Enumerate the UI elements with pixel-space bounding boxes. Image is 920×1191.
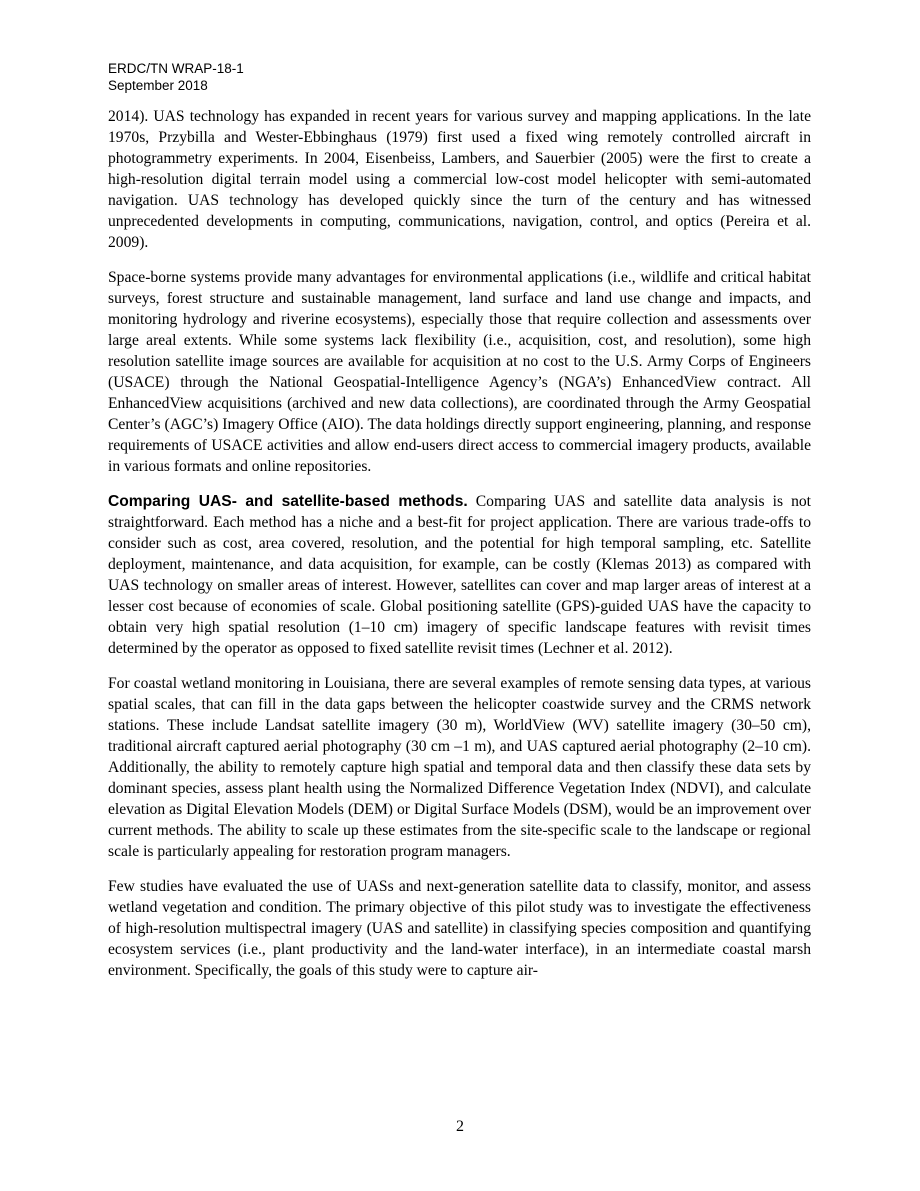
paragraph-coastal-wetland: For coastal wetland monitoring in Louisiana, there are several examples of remote sensing data types, at various spatial scales, that can fill in the data gaps between the helicopter coastwide survey and the CRMS network stations. These include Landsat satellite imagery (30 m), WorldView (WV) satellite imagery (30–50 cm), traditional aircraft captured aerial photography (30 cm –1 m), and UAS captured aerial photography (2–10 cm). Additionally, the ability to remotely capture high spatial and temporal data and then classify these data sets by dominant species, assess plant health using the Normalized Difference Vegetation Index (NDVI), and calculate elevation as Digital Elevation Models (DEM) or Digital Surface Models (DSM), would be an improvement over current methods. The ability to scale up these estimates from the site-specific scale to the landscape or regional scale is particularly appealing for restoration program managers.: [108, 675, 811, 860]
page-number: 2: [456, 1118, 464, 1135]
paragraph-space-borne-systems: Space-borne systems provide many advantages for environmental applications (i.e., wildlife and critical habitat surveys, forest structure and sustainable management, land surface and land use change and impacts, and monitoring hydrology and riverine ecosystems), especially those that require collection and assessments over large areal extents. While some systems lack flexibility (i.e., acquisition, cost, and resolution), some high resolution satellite image sources are available for acquisition at no cost to the U.S. Army Corps of Engineers (USACE) through the National Geospatial-Intelligence Agency’s (NGA’s) EnhancedView contract. All EnhancedView acquisitions (archived and new data collections), are coordinated through the Army Geospatial Center’s (AGC’s) Imagery Office (AIO). The data holdings directly support engineering, planning, and response requirements of USACE activities and allow end-users direct access to commercial imagery products, available in various formats and online repositories.: [108, 269, 811, 475]
paragraph-objectives: Few studies have evaluated the use of UASs and next-generation satellite data to classify, monitor, and assess wetland vegetation and condition. The primary objective of this pilot study was to investigate the effectiveness of high-resolution multispectral imagery (UAS and satellite) in classifying species composition and quantifying ecosystem services (i.e., plant productivity and the land-water interface), in an intermediate coastal marsh environment. Specifically, the goals of this study were to capture air-: [108, 878, 811, 979]
section-heading: Comparing UAS- and satellite-based methods.: [108, 493, 468, 510]
paragraph-comparing-methods: [108, 491, 811, 659]
report-date: September 2018: [108, 78, 208, 93]
body-text: [108, 106, 811, 995]
paragraph-comparing-methods-text: Comparing UAS and satellite data analysis is not straightforward. Each method has a niche and a best-fit for project application. There are various trade-offs to consider such as cost, area covered, resolution, and the potential for high temporal sampling, etc. Satellite deployment, maintenance, and data acquisition, for example, can be costly (Klemas 2013) as compared with UAS technology on smaller areas of interest. However, satellites can cover and map larger areas of interest at a lesser cost because of economies of scale. Global positioning satellite (GPS)-guided UAS have the capacity to obtain very high spatial resolution (1–10 cm) imagery of specific landscape features with revisit times determined by the operator as opposed to fixed satellite revisit times (Lechner et al. 2012).: [108, 493, 811, 657]
running-header: [108, 60, 244, 94]
report-number: ERDC/TN WRAP-18-1: [108, 61, 244, 76]
paragraph-uas-history: 2014). UAS technology has expanded in recent years for various survey and mapping applications. In the late 1970s, Przybilla and Wester-Ebbinghaus (1979) first used a fixed wing remotely controlled aircraft in photogrammetry experiments. In 2004, Eisenbeiss, Lambers, and Sauerbier (2005) were the first to create a high-resolution digital terrain model using a commercial low-cost model helicopter with semi-automated navigation. UAS technology has developed quickly since the turn of the century and has witnessed unprecedented developments in computing, communications, navigation, control, and optics (Pereira et al. 2009).: [108, 108, 811, 251]
